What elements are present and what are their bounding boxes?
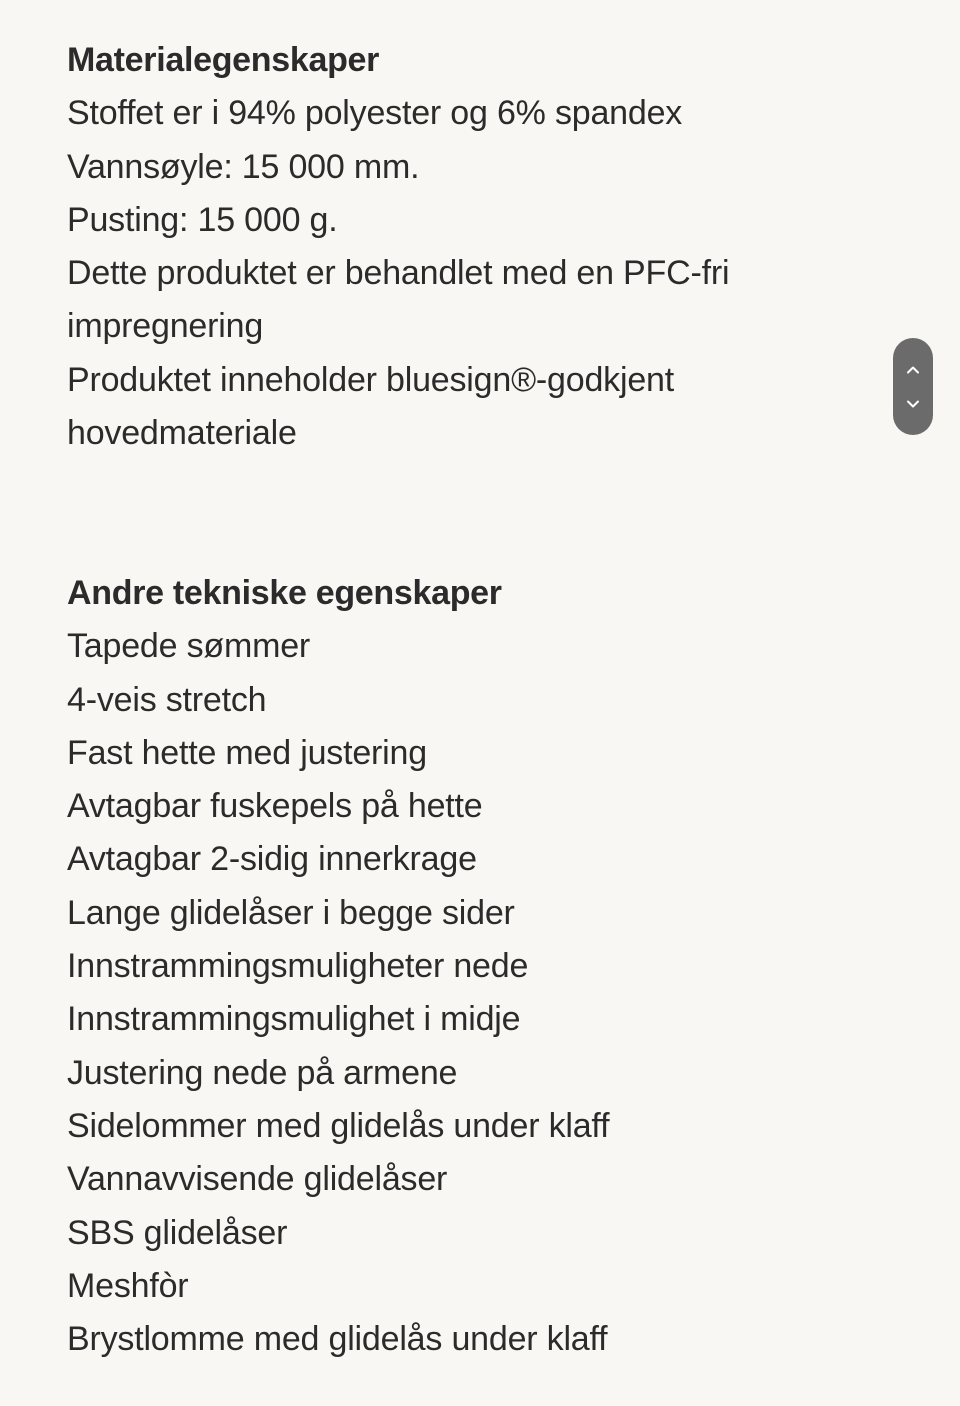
- technical-line: Meshfòr: [67, 1266, 189, 1305]
- material-line: Vannsøyle: 15 000 mm.: [67, 147, 420, 186]
- technical-line: Justering nede på armene: [67, 1053, 458, 1092]
- material-line: Pusting: 15 000 g.: [67, 200, 338, 239]
- material-line: Produktet inneholder bluesign®-godkjent: [67, 360, 674, 399]
- technical-line: Brystlomme med glidelås under klaff: [67, 1320, 608, 1359]
- scroll-up-button[interactable]: [893, 353, 933, 387]
- chevron-up-icon: [904, 361, 922, 379]
- technical-line: Fast hette med justering: [67, 733, 427, 772]
- chevron-down-icon: [904, 395, 922, 413]
- technical-line: 4-veis stretch: [67, 680, 267, 719]
- technical-line: Innstrammingsmulighet i midje: [67, 1000, 521, 1039]
- scroll-control: [893, 338, 933, 435]
- section-spacer: [67, 460, 867, 567]
- technical-line: Innstrammingsmuligheter nede: [67, 947, 529, 986]
- material-section: [67, 34, 867, 460]
- technical-line: Avtagbar 2-sidig innerkrage: [67, 840, 477, 879]
- technical-line: Lange glidelåser i begge sider: [67, 893, 515, 932]
- technical-line: Sidelommer med glidelås under klaff: [67, 1106, 610, 1145]
- scroll-down-button[interactable]: [893, 387, 933, 421]
- material-line: Dette produktet er behandlet med en PFC-fri: [67, 254, 730, 293]
- technical-title: Andre tekniske egenskaper: [67, 573, 502, 612]
- material-line: Stoffet er i 94% polyester og 6% spandex: [67, 94, 683, 133]
- technical-section: [67, 567, 867, 1366]
- material-line: hovedmateriale: [67, 414, 297, 453]
- material-title: Materialegenskaper: [67, 41, 380, 79]
- technical-line: SBS glidelåser: [67, 1213, 288, 1252]
- technical-line: Vannavvisende glidelåser: [67, 1160, 448, 1199]
- technical-line: Avtagbar fuskepels på hette: [67, 787, 483, 826]
- technical-line: Tapede sømmer: [67, 627, 311, 666]
- product-details: [67, 34, 867, 1366]
- material-line: impregnering: [67, 307, 264, 346]
